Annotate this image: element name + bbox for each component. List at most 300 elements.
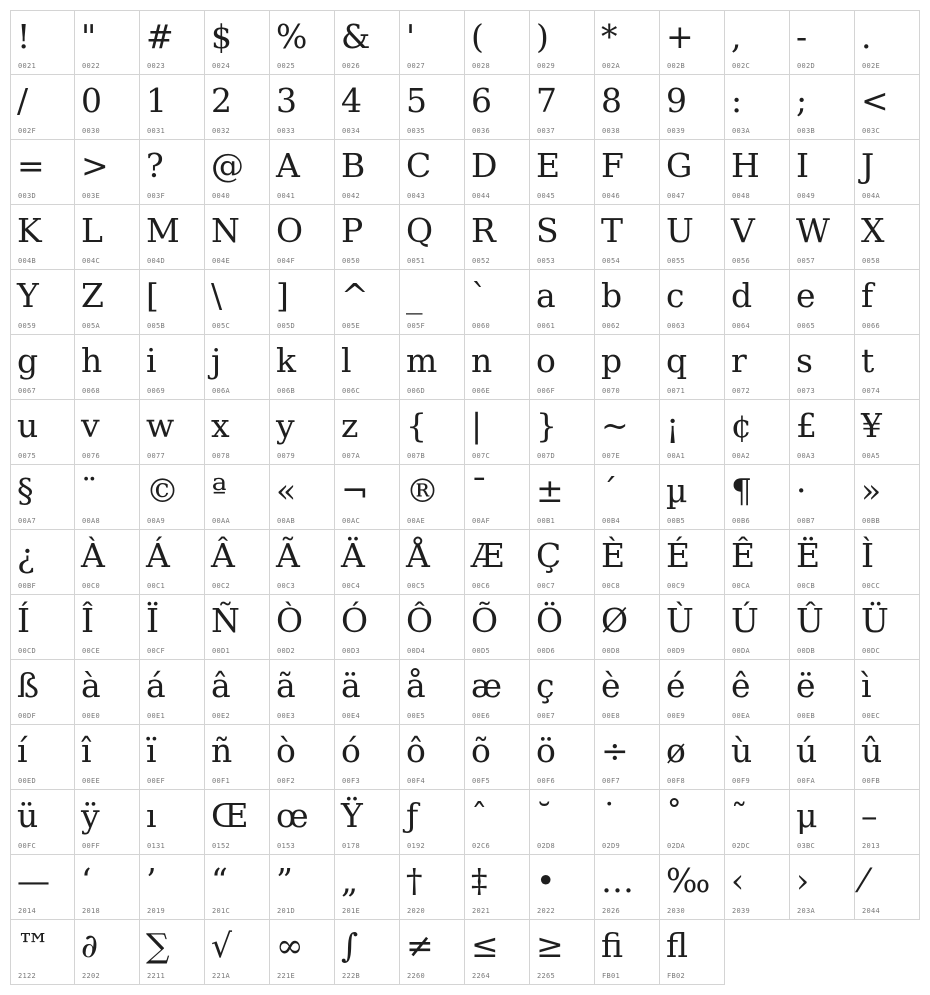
glyph-cell[interactable] <box>75 660 140 725</box>
glyph-codepoint: 0033 <box>277 127 296 135</box>
glyph-cell[interactable] <box>855 790 920 855</box>
glyph-cell[interactable] <box>205 725 270 790</box>
glyph-character: ˙ <box>601 796 618 835</box>
glyph-cell[interactable] <box>75 920 140 985</box>
glyph-cell[interactable] <box>270 530 335 595</box>
glyph-cell[interactable] <box>400 660 465 725</box>
glyph-cell[interactable] <box>530 595 595 660</box>
glyph-cell[interactable] <box>790 855 855 920</box>
glyph-cell[interactable] <box>205 335 270 400</box>
glyph-cell[interactable] <box>75 855 140 920</box>
glyph-codepoint: 00BB <box>862 517 881 525</box>
glyph-cell[interactable] <box>10 725 75 790</box>
glyph-character: Ò <box>276 601 304 640</box>
glyph-cell[interactable] <box>10 595 75 660</box>
glyph-cell[interactable] <box>205 530 270 595</box>
glyph-cell[interactable] <box>400 725 465 790</box>
glyph-cell[interactable] <box>790 270 855 335</box>
glyph-cell[interactable] <box>530 270 595 335</box>
glyph-cell[interactable] <box>140 465 205 530</box>
glyph-cell[interactable] <box>660 660 725 725</box>
glyph-cell[interactable] <box>465 530 530 595</box>
glyph-cell[interactable] <box>790 400 855 465</box>
glyph-cell[interactable] <box>725 595 790 660</box>
glyph-cell[interactable] <box>660 725 725 790</box>
glyph-codepoint: 00DF <box>18 712 37 720</box>
glyph-character: - <box>796 17 808 56</box>
glyph-cell[interactable] <box>10 920 75 985</box>
glyph-cell[interactable] <box>530 10 595 75</box>
glyph-cell[interactable] <box>465 790 530 855</box>
glyph-codepoint: 0052 <box>472 257 491 265</box>
glyph-character: ß <box>17 666 40 705</box>
glyph-cell[interactable] <box>855 595 920 660</box>
glyph-character: r <box>731 341 747 380</box>
glyph-cell[interactable] <box>595 400 660 465</box>
glyph-cell[interactable] <box>10 530 75 595</box>
glyph-cell[interactable] <box>400 855 465 920</box>
glyph-cell[interactable] <box>140 660 205 725</box>
glyph-character: § <box>17 471 34 510</box>
glyph-cell[interactable] <box>465 270 530 335</box>
glyph-cell[interactable] <box>790 790 855 855</box>
glyph-cell[interactable] <box>465 920 530 985</box>
glyph-cell[interactable] <box>140 140 205 205</box>
glyph-cell[interactable] <box>530 660 595 725</box>
glyph-cell[interactable] <box>10 465 75 530</box>
glyph-cell[interactable] <box>465 465 530 530</box>
glyph-cell[interactable] <box>790 660 855 725</box>
glyph-codepoint: 00CB <box>797 582 816 590</box>
glyph-codepoint: 004D <box>147 257 166 265</box>
glyph-cell[interactable] <box>270 140 335 205</box>
glyph-codepoint: 003D <box>18 192 37 200</box>
glyph-cell[interactable] <box>790 205 855 270</box>
glyph-cell[interactable] <box>140 855 205 920</box>
glyph-cell[interactable] <box>335 400 400 465</box>
glyph-character: • <box>536 861 556 900</box>
glyph-character: ã <box>276 666 296 705</box>
glyph-cell[interactable] <box>725 725 790 790</box>
glyph-cell[interactable] <box>270 400 335 465</box>
glyph-cell[interactable] <box>790 595 855 660</box>
glyph-character: + <box>666 17 694 56</box>
glyph-cell[interactable] <box>855 855 920 920</box>
glyph-character: } <box>536 406 557 445</box>
glyph-character: ı <box>146 796 157 835</box>
glyph-codepoint: 00AF <box>472 517 491 525</box>
glyph-cell[interactable] <box>530 205 595 270</box>
glyph-cell[interactable] <box>400 270 465 335</box>
glyph-cell[interactable] <box>855 75 920 140</box>
glyph-cell[interactable] <box>595 920 660 985</box>
glyph-cell[interactable] <box>270 270 335 335</box>
glyph-codepoint: 0077 <box>147 452 166 460</box>
glyph-codepoint: 004C <box>82 257 101 265</box>
glyph-character: ƒ <box>406 796 419 835</box>
glyph-cell[interactable] <box>855 10 920 75</box>
glyph-cell[interactable] <box>595 595 660 660</box>
glyph-cell[interactable] <box>465 75 530 140</box>
glyph-cell[interactable] <box>790 530 855 595</box>
glyph-cell[interactable] <box>465 335 530 400</box>
glyph-cell[interactable] <box>855 465 920 530</box>
glyph-cell[interactable] <box>595 270 660 335</box>
glyph-cell[interactable] <box>335 855 400 920</box>
glyph-cell[interactable] <box>465 140 530 205</box>
glyph-cell[interactable] <box>595 855 660 920</box>
glyph-character: ~ <box>601 406 629 445</box>
glyph-cell[interactable] <box>400 530 465 595</box>
glyph-cell[interactable] <box>335 335 400 400</box>
glyph-cell[interactable] <box>75 75 140 140</box>
glyph-cell[interactable] <box>725 530 790 595</box>
glyph-cell[interactable] <box>10 335 75 400</box>
glyph-cell[interactable] <box>465 595 530 660</box>
glyph-character: ﬂ <box>666 926 689 965</box>
glyph-cell[interactable] <box>660 400 725 465</box>
glyph-cell[interactable] <box>530 530 595 595</box>
glyph-cell[interactable] <box>790 725 855 790</box>
glyph-cell[interactable] <box>270 920 335 985</box>
glyph-cell[interactable] <box>595 75 660 140</box>
glyph-cell[interactable] <box>75 790 140 855</box>
glyph-cell[interactable] <box>335 595 400 660</box>
glyph-cell[interactable] <box>725 400 790 465</box>
glyph-cell[interactable] <box>10 205 75 270</box>
glyph-cell[interactable] <box>205 660 270 725</box>
glyph-cell[interactable] <box>595 205 660 270</box>
glyph-cell[interactable] <box>660 530 725 595</box>
glyph-cell[interactable] <box>75 140 140 205</box>
glyph-character: @ <box>211 146 244 185</box>
glyph-codepoint: 2044 <box>862 907 881 915</box>
glyph-cell[interactable] <box>595 530 660 595</box>
glyph-cell[interactable] <box>335 10 400 75</box>
glyph-character: Q <box>406 211 434 250</box>
glyph-cell[interactable] <box>205 270 270 335</box>
glyph-cell[interactable] <box>595 335 660 400</box>
glyph-cell[interactable] <box>660 10 725 75</box>
glyph-cell[interactable] <box>140 530 205 595</box>
glyph-codepoint: 2019 <box>147 907 166 915</box>
glyph-cell[interactable] <box>855 530 920 595</box>
glyph-character: 4 <box>341 81 362 120</box>
glyph-cell[interactable] <box>400 920 465 985</box>
glyph-cell[interactable] <box>725 75 790 140</box>
glyph-cell[interactable] <box>660 790 725 855</box>
glyph-cell[interactable] <box>530 465 595 530</box>
glyph-character: # <box>146 17 174 56</box>
glyph-cell[interactable] <box>270 75 335 140</box>
glyph-codepoint: 0029 <box>537 62 556 70</box>
glyph-cell[interactable] <box>855 725 920 790</box>
glyph-codepoint: 00DA <box>732 647 751 655</box>
glyph-character: ¢ <box>731 406 752 445</box>
glyph-character: ç <box>536 666 555 705</box>
glyph-cell[interactable] <box>400 205 465 270</box>
glyph-cell[interactable] <box>725 855 790 920</box>
glyph-cell[interactable] <box>140 725 205 790</box>
glyph-character: ) <box>536 17 549 56</box>
glyph-character: H <box>731 146 760 185</box>
glyph-codepoint: 0042 <box>342 192 361 200</box>
glyph-codepoint: 00E2 <box>212 712 231 720</box>
glyph-cell[interactable] <box>660 335 725 400</box>
glyph-cell[interactable] <box>595 10 660 75</box>
glyph-cell[interactable] <box>270 595 335 660</box>
glyph-cell[interactable] <box>465 660 530 725</box>
glyph-cell[interactable] <box>855 205 920 270</box>
glyph-cell[interactable] <box>855 400 920 465</box>
glyph-codepoint: 201E <box>342 907 361 915</box>
glyph-character: √ <box>211 926 233 965</box>
glyph-codepoint: 0041 <box>277 192 296 200</box>
glyph-cell[interactable] <box>530 335 595 400</box>
glyph-cell[interactable] <box>270 790 335 855</box>
glyph-codepoint: 0153 <box>277 842 296 850</box>
glyph-cell[interactable] <box>465 10 530 75</box>
glyph-codepoint: 02D8 <box>537 842 556 850</box>
glyph-cell[interactable] <box>10 75 75 140</box>
glyph-cell[interactable] <box>790 465 855 530</box>
glyph-codepoint: 0036 <box>472 127 491 135</box>
glyph-codepoint: 00A1 <box>667 452 686 460</box>
glyph-character: £ <box>796 406 817 445</box>
glyph-character: ? <box>146 146 164 185</box>
glyph-cell[interactable] <box>335 920 400 985</box>
glyph-cell[interactable] <box>790 335 855 400</box>
glyph-cell[interactable] <box>205 920 270 985</box>
glyph-cell[interactable] <box>205 790 270 855</box>
glyph-codepoint: 0045 <box>537 192 556 200</box>
glyph-cell[interactable] <box>75 725 140 790</box>
glyph-cell[interactable] <box>270 855 335 920</box>
glyph-cell[interactable] <box>140 400 205 465</box>
glyph-character: ≤ <box>471 926 499 965</box>
glyph-cell[interactable] <box>790 140 855 205</box>
glyph-cell[interactable] <box>595 140 660 205</box>
glyph-codepoint: 002F <box>18 127 37 135</box>
glyph-cell[interactable] <box>335 270 400 335</box>
glyph-cell[interactable] <box>140 790 205 855</box>
glyph-codepoint: 00D9 <box>667 647 686 655</box>
glyph-cell[interactable] <box>400 790 465 855</box>
glyph-cell[interactable] <box>205 10 270 75</box>
glyph-cell[interactable] <box>10 400 75 465</box>
glyph-cell[interactable] <box>335 790 400 855</box>
glyph-cell[interactable] <box>660 595 725 660</box>
glyph-codepoint: 00EE <box>82 777 101 785</box>
glyph-cell[interactable] <box>75 10 140 75</box>
glyph-codepoint: 0078 <box>212 452 231 460</box>
glyph-character: œ <box>276 796 309 835</box>
glyph-cell[interactable] <box>660 855 725 920</box>
glyph-codepoint: 03BC <box>797 842 816 850</box>
glyph-cell[interactable] <box>660 205 725 270</box>
glyph-cell[interactable] <box>530 140 595 205</box>
glyph-cell[interactable] <box>270 465 335 530</box>
glyph-cell[interactable] <box>400 10 465 75</box>
glyph-cell[interactable] <box>465 725 530 790</box>
glyph-cell[interactable] <box>400 75 465 140</box>
glyph-cell[interactable] <box>465 205 530 270</box>
glyph-cell[interactable] <box>660 140 725 205</box>
glyph-cell[interactable] <box>140 270 205 335</box>
glyph-cell[interactable] <box>140 920 205 985</box>
glyph-cell[interactable] <box>270 335 335 400</box>
glyph-cell[interactable] <box>140 10 205 75</box>
glyph-cell[interactable] <box>725 10 790 75</box>
glyph-cell[interactable] <box>140 75 205 140</box>
glyph-cell[interactable] <box>660 270 725 335</box>
glyph-cell[interactable] <box>270 725 335 790</box>
glyph-codepoint: 0079 <box>277 452 296 460</box>
glyph-codepoint: 0021 <box>18 62 37 70</box>
glyph-character: a <box>536 276 556 315</box>
glyph-cell[interactable] <box>725 465 790 530</box>
glyph-codepoint: 00C3 <box>277 582 296 590</box>
glyph-cell[interactable] <box>660 75 725 140</box>
glyph-cell[interactable] <box>725 205 790 270</box>
glyph-cell[interactable] <box>140 205 205 270</box>
glyph-cell[interactable] <box>855 140 920 205</box>
glyph-cell[interactable] <box>400 465 465 530</box>
glyph-cell[interactable] <box>205 595 270 660</box>
glyph-cell[interactable] <box>400 335 465 400</box>
glyph-character: ‘ <box>81 861 92 900</box>
glyph-codepoint: 0055 <box>667 257 686 265</box>
glyph-cell[interactable] <box>530 855 595 920</box>
glyph-character: n <box>471 341 493 380</box>
glyph-codepoint: 00D1 <box>212 647 231 655</box>
glyph-codepoint: 0023 <box>147 62 166 70</box>
glyph-cell[interactable] <box>205 205 270 270</box>
glyph-cell[interactable] <box>855 270 920 335</box>
glyph-cell[interactable] <box>725 270 790 335</box>
glyph-cell[interactable] <box>140 595 205 660</box>
glyph-cell[interactable] <box>10 660 75 725</box>
glyph-cell[interactable] <box>790 75 855 140</box>
glyph-character: õ <box>471 731 491 770</box>
glyph-codepoint: 0056 <box>732 257 751 265</box>
glyph-cell[interactable] <box>10 270 75 335</box>
glyph-codepoint: 00C8 <box>602 582 621 590</box>
glyph-character: † <box>406 861 423 900</box>
glyph-codepoint: 00A3 <box>797 452 816 460</box>
glyph-cell[interactable] <box>75 270 140 335</box>
glyph-character: * <box>601 17 618 56</box>
glyph-codepoint: 00AE <box>407 517 426 525</box>
glyph-character: Ø <box>601 601 629 640</box>
glyph-cell[interactable] <box>530 400 595 465</box>
glyph-cell[interactable] <box>530 790 595 855</box>
glyph-cell[interactable] <box>75 205 140 270</box>
glyph-cell[interactable] <box>400 140 465 205</box>
glyph-cell[interactable] <box>140 335 205 400</box>
glyph-cell[interactable] <box>10 855 75 920</box>
glyph-cell[interactable] <box>75 335 140 400</box>
glyph-codepoint: 0039 <box>667 127 686 135</box>
glyph-codepoint: 00DB <box>797 647 816 655</box>
glyph-character: , <box>731 17 742 56</box>
glyph-cell[interactable] <box>465 400 530 465</box>
glyph-cell[interactable] <box>270 205 335 270</box>
glyph-cell[interactable] <box>75 530 140 595</box>
glyph-codepoint: 00CD <box>18 647 37 655</box>
glyph-cell[interactable] <box>595 465 660 530</box>
glyph-codepoint: 007D <box>537 452 556 460</box>
glyph-cell[interactable] <box>75 400 140 465</box>
glyph-cell[interactable] <box>205 465 270 530</box>
glyph-cell[interactable] <box>595 725 660 790</box>
glyph-codepoint: 0043 <box>407 192 426 200</box>
glyph-codepoint: 0059 <box>18 322 37 330</box>
glyph-cell[interactable] <box>10 790 75 855</box>
glyph-cell[interactable] <box>10 140 75 205</box>
glyph-cell[interactable] <box>335 75 400 140</box>
glyph-cell[interactable] <box>75 595 140 660</box>
glyph-cell[interactable] <box>725 140 790 205</box>
glyph-cell[interactable] <box>660 920 725 985</box>
glyph-cell[interactable] <box>335 205 400 270</box>
glyph-codepoint: 0050 <box>342 257 361 265</box>
glyph-character: Ù <box>666 601 694 640</box>
glyph-codepoint: 0058 <box>862 257 881 265</box>
glyph-cell[interactable] <box>725 660 790 725</box>
glyph-cell[interactable] <box>335 725 400 790</box>
glyph-cell[interactable] <box>400 595 465 660</box>
glyph-cell[interactable] <box>855 660 920 725</box>
glyph-cell[interactable] <box>725 335 790 400</box>
glyph-cell[interactable] <box>270 660 335 725</box>
glyph-codepoint: 00A5 <box>862 452 881 460</box>
glyph-cell[interactable] <box>335 465 400 530</box>
glyph-cell[interactable] <box>335 140 400 205</box>
glyph-character: ô <box>406 731 426 770</box>
glyph-cell[interactable] <box>530 920 595 985</box>
glyph-codepoint: 002B <box>667 62 686 70</box>
glyph-codepoint: 00E1 <box>147 712 166 720</box>
glyph-cell[interactable] <box>465 855 530 920</box>
glyph-codepoint: 0027 <box>407 62 426 70</box>
glyph-cell[interactable] <box>725 790 790 855</box>
glyph-cell[interactable] <box>205 140 270 205</box>
glyph-cell[interactable] <box>660 465 725 530</box>
glyph-cell[interactable] <box>205 400 270 465</box>
glyph-cell[interactable] <box>790 10 855 75</box>
glyph-character: ¶ <box>731 471 752 510</box>
glyph-codepoint: 0037 <box>537 127 556 135</box>
glyph-character: ¡ <box>666 406 680 445</box>
glyph-cell[interactable] <box>10 10 75 75</box>
glyph-codepoint: 0054 <box>602 257 621 265</box>
glyph-codepoint: 0192 <box>407 842 426 850</box>
glyph-cell[interactable] <box>205 75 270 140</box>
glyph-cell[interactable] <box>595 660 660 725</box>
glyph-codepoint: 2021 <box>472 907 491 915</box>
glyph-cell[interactable] <box>530 725 595 790</box>
glyph-cell[interactable] <box>205 855 270 920</box>
glyph-cell[interactable] <box>75 465 140 530</box>
glyph-cell[interactable] <box>530 75 595 140</box>
glyph-cell[interactable] <box>400 400 465 465</box>
glyph-cell[interactable] <box>855 335 920 400</box>
glyph-cell[interactable] <box>335 660 400 725</box>
glyph-cell[interactable] <box>270 10 335 75</box>
glyph-cell[interactable] <box>595 790 660 855</box>
glyph-cell[interactable] <box>335 530 400 595</box>
